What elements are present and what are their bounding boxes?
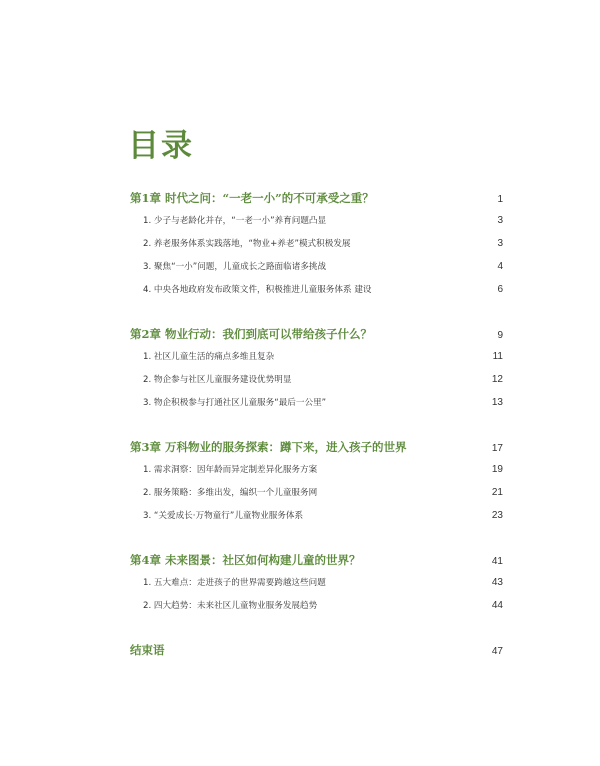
section-entry[interactable] xyxy=(130,283,503,306)
chapter-title: 第2章 物业行动：我们到底可以带给孩子什么？ xyxy=(130,327,373,341)
section-page-number: 21 xyxy=(491,487,503,498)
section-title: 4. 中央各地政府发布政策文件，积极推进儿童服务体系 建设 xyxy=(143,285,372,295)
chapter-title: 第1章 时代之问：“一老一小”的不可承受之重？ xyxy=(130,191,374,205)
section-entry[interactable] xyxy=(130,237,503,260)
chapter-4 xyxy=(130,552,503,622)
section-entry[interactable] xyxy=(130,576,503,599)
section-entry[interactable] xyxy=(130,350,503,373)
section-title: 3. 聚焦“一小”问题，儿童成长之路面临诸多挑战 xyxy=(143,262,327,272)
section-page-number: 44 xyxy=(491,600,503,611)
section-page-number: 13 xyxy=(491,397,503,408)
chapter-entry[interactable] xyxy=(130,326,503,344)
section-entry[interactable] xyxy=(130,599,503,622)
chapter-2 xyxy=(130,326,503,419)
chapter-1 xyxy=(130,190,503,306)
table-of-contents xyxy=(130,190,503,680)
chapter-3 xyxy=(130,439,503,532)
section-page-number: 11 xyxy=(492,351,503,362)
section-title: 3. “关爱成长·万物童行”儿童物业服务体系 xyxy=(143,511,304,521)
section-title: 1. 社区儿童生活的痛点多维且复杂 xyxy=(143,352,275,362)
section-entry[interactable] xyxy=(130,373,503,396)
section-title: 2. 服务策略：多维出发，编织一个儿童服务网 xyxy=(143,488,318,498)
section-entry[interactable] xyxy=(130,396,503,419)
chapter-entry[interactable] xyxy=(130,190,503,208)
chapter-title: 第3章 万科物业的服务探索：蹲下来，进入孩子的世界 xyxy=(130,440,407,454)
section-entry[interactable] xyxy=(130,260,503,283)
page-title: 目录 xyxy=(128,128,194,164)
chapter-entry[interactable] xyxy=(130,439,503,457)
section-title: 2. 四大趋势：未来社区儿童物业服务发展趋势 xyxy=(143,601,318,611)
section-page-number: 19 xyxy=(491,464,503,475)
chapter-page-number: 9 xyxy=(497,330,503,341)
chapter-page-number: 41 xyxy=(491,556,503,567)
section-entry[interactable] xyxy=(130,214,503,237)
section-title: 1. 五大难点：走进孩子的世界需要跨越这些问题 xyxy=(143,578,326,588)
section-page-number: 6 xyxy=(497,284,503,295)
section-entry[interactable] xyxy=(130,486,503,509)
ending-section xyxy=(130,642,503,660)
chapter-title: 第4章 未来图景：社区如何构建儿童的世界？ xyxy=(130,553,361,567)
section-page-number: 3 xyxy=(497,238,503,249)
ending-title: 结束语 xyxy=(130,643,165,657)
section-title: 1. 需求洞察：因年龄而异定制差异化服务方案 xyxy=(143,465,318,475)
ending-page-number: 47 xyxy=(491,646,503,657)
section-page-number: 12 xyxy=(491,374,503,385)
chapter-entry[interactable] xyxy=(130,552,503,570)
chapter-page-number: 1 xyxy=(497,194,503,205)
section-page-number: 3 xyxy=(497,215,503,226)
ending-entry[interactable] xyxy=(130,642,503,660)
section-title: 3. 物企积极参与打通社区儿童服务“最后一公里” xyxy=(143,398,327,408)
section-title: 2. 养老服务体系实践落地，“物业+养老”模式积极发展 xyxy=(143,239,351,249)
section-entry[interactable] xyxy=(130,509,503,532)
section-entry[interactable] xyxy=(130,463,503,486)
section-page-number: 43 xyxy=(491,577,503,588)
section-title: 1. 少子与老龄化并存，“一老一小”养育问题凸显 xyxy=(143,216,327,226)
section-title: 2. 物企参与社区儿童服务建设优势明显 xyxy=(143,375,292,385)
chapter-page-number: 17 xyxy=(491,443,503,454)
section-page-number: 23 xyxy=(491,510,503,521)
section-page-number: 4 xyxy=(497,261,503,272)
